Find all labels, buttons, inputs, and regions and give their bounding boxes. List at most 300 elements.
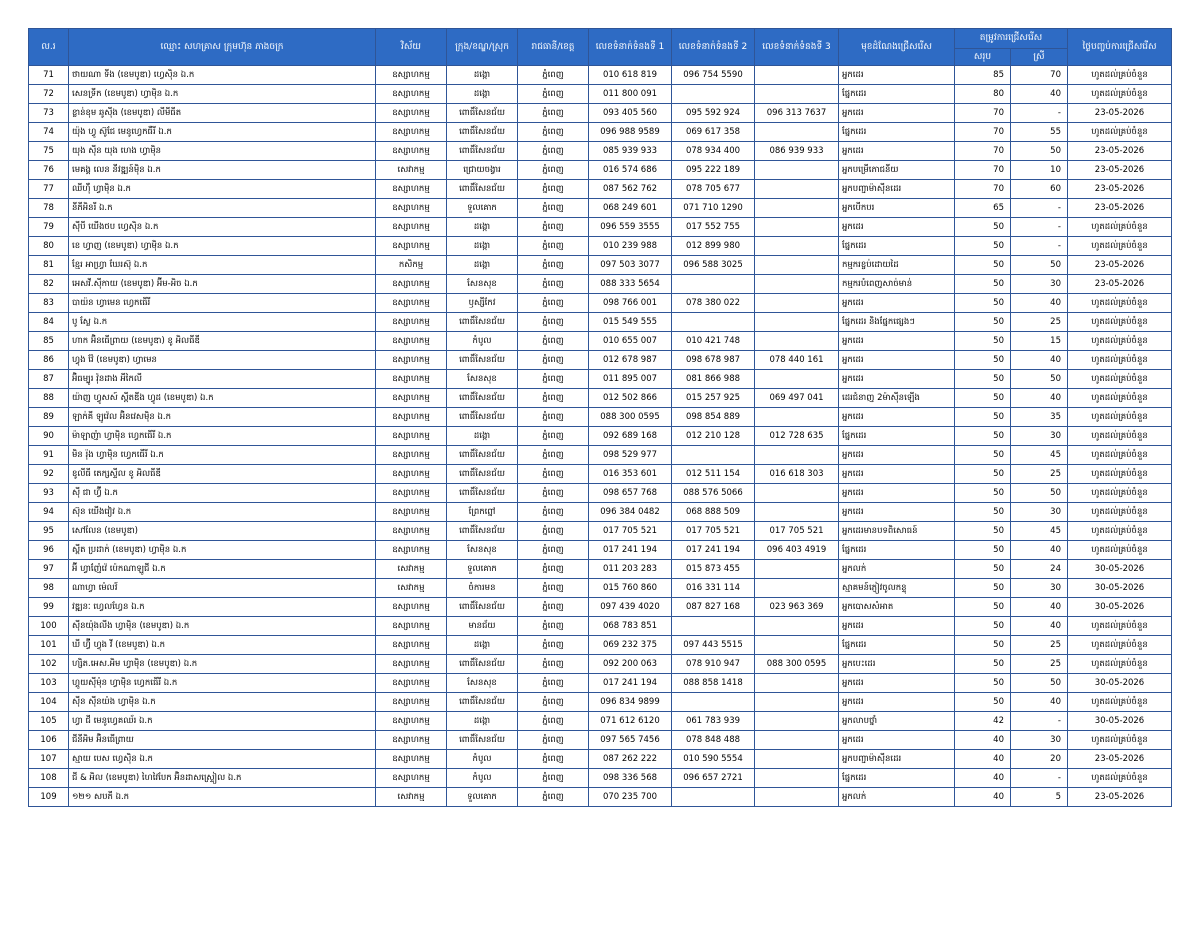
- cell-position: អ្នកបេះដេរ: [839, 655, 955, 674]
- cell-position: ផ្នែកដេរ: [839, 636, 955, 655]
- cell-phone3: [755, 769, 839, 788]
- cell-phone3: [755, 123, 839, 142]
- cell-phone3: [755, 237, 839, 256]
- cell-phone2: [672, 313, 755, 332]
- cell-province: ភ្នំពេញ: [518, 750, 589, 769]
- cell-phone2: 012 210 128: [672, 427, 755, 446]
- cell-no: 84: [29, 313, 69, 332]
- cell-company: ខ្មែរ អាហ្វ្រា ឃែរស៊ុ ឯ.ក: [69, 256, 376, 275]
- cell-position: អ្នកដេរ: [839, 465, 955, 484]
- cell-province: ភ្នំពេញ: [518, 769, 589, 788]
- cell-total: 70: [955, 180, 1011, 199]
- table-row: [29, 465, 1172, 484]
- cell-total: 70: [955, 142, 1011, 161]
- table-row: [29, 237, 1172, 256]
- table-header: [29, 29, 1172, 66]
- cell-province: ភ្នំពេញ: [518, 294, 589, 313]
- cell-phone2: 016 331 114: [672, 579, 755, 598]
- cell-female: 55: [1011, 123, 1068, 142]
- cell-sector: ឧស្សាហកម្ម: [376, 541, 447, 560]
- cell-phone1: 087 262 222: [589, 750, 672, 769]
- cell-female: 45: [1011, 522, 1068, 541]
- cell-district: កំបូល: [447, 769, 518, 788]
- cell-company: បាយ៉ន ហ្វាមេន ហ្វេកធើរី: [69, 294, 376, 313]
- cell-position: អ្នកដេរ: [839, 731, 955, 750]
- cell-company: វឌ្ឍនៈ ហ្វេលហ្វែន ឯ.ក: [69, 598, 376, 617]
- cell-phone3: [755, 750, 839, 769]
- cell-total: 50: [955, 655, 1011, 674]
- cell-district: មានជ័យ: [447, 617, 518, 636]
- cell-phone2: 095 592 924: [672, 104, 755, 123]
- cell-deadline: 30-05-2026: [1068, 579, 1172, 598]
- table-row: [29, 123, 1172, 142]
- cell-deadline: ហូតដល់គ្រប់ចំនួន: [1068, 123, 1172, 142]
- cell-no: 72: [29, 85, 69, 104]
- cell-district: សែនសុខ: [447, 674, 518, 693]
- cell-phone3: [755, 66, 839, 85]
- cell-province: ភ្នំពេញ: [518, 522, 589, 541]
- cell-phone2: 096 588 3025: [672, 256, 755, 275]
- cell-district: សែនសុខ: [447, 541, 518, 560]
- cell-deadline: ហូតដល់គ្រប់ចំនួន: [1068, 446, 1172, 465]
- cell-total: 50: [955, 693, 1011, 712]
- cell-sector: សេវាកម្ម: [376, 579, 447, 598]
- cell-female: 40: [1011, 541, 1068, 560]
- cell-position: អ្នកដេរ: [839, 446, 955, 465]
- cell-position: ផ្នែកដេរ និងផ្នែកផ្សេងៗ: [839, 313, 955, 332]
- cell-phone2: 078 848 488: [672, 731, 755, 750]
- cell-district: កំបូល: [447, 332, 518, 351]
- table-row: [29, 370, 1172, 389]
- cell-district: ដង្កោ: [447, 256, 518, 275]
- cell-company: ១២១ សបភី ឯ.ក: [69, 788, 376, 807]
- cell-company: អេសវី.ស៊ីកាយ (ខេមបូឌា) អ៊ីម-អិច ឯ.ក: [69, 275, 376, 294]
- cell-deadline: ហូតដល់គ្រប់ចំនួន: [1068, 484, 1172, 503]
- cell-sector: សេវាកម្ម: [376, 560, 447, 579]
- cell-phone1: 069 232 375: [589, 636, 672, 655]
- cell-female: 40: [1011, 693, 1068, 712]
- cell-position: អ្នកបើកបរ: [839, 199, 955, 218]
- cell-phone1: 011 895 007: [589, 370, 672, 389]
- cell-phone3: [755, 712, 839, 731]
- cell-sector: ឧស្សាហកម្ម: [376, 503, 447, 522]
- cell-district: ទួលគោក: [447, 788, 518, 807]
- cell-province: ភ្នំពេញ: [518, 66, 589, 85]
- cell-phone2: 017 241 194: [672, 541, 755, 560]
- cell-position: អ្នកដេរ: [839, 218, 955, 237]
- cell-phone1: 097 565 7456: [589, 731, 672, 750]
- cell-position: កម្មករខ្ចប់ដោយដៃ: [839, 256, 955, 275]
- cell-phone3: 016 618 303: [755, 465, 839, 484]
- cell-company: ស៊ុន យើងវៀវ ឯ.ក: [69, 503, 376, 522]
- cell-no: 101: [29, 636, 69, 655]
- cell-female: -: [1011, 712, 1068, 731]
- cell-position: អ្នកបញ្ជាម៉ាស៊ីនដេរ: [839, 750, 955, 769]
- table-row: [29, 66, 1172, 85]
- cell-phone2: 069 617 358: [672, 123, 755, 142]
- cell-total: 50: [955, 522, 1011, 541]
- cell-deadline: 30-05-2026: [1068, 712, 1172, 731]
- cell-phone2: 012 511 154: [672, 465, 755, 484]
- cell-no: 93: [29, 484, 69, 503]
- cell-female: 30: [1011, 731, 1068, 750]
- cell-deadline: ហូតដល់គ្រប់ចំនួន: [1068, 636, 1172, 655]
- header-female: ស្រី: [1011, 49, 1068, 66]
- header-phone1: លេខទំនាក់ទំនងទី 1: [589, 29, 672, 66]
- cell-no: 92: [29, 465, 69, 484]
- cell-female: 25: [1011, 636, 1068, 655]
- cell-phone1: 068 249 601: [589, 199, 672, 218]
- cell-phone3: 069 497 041: [755, 389, 839, 408]
- cell-no: 105: [29, 712, 69, 731]
- cell-sector: ឧស្សាហកម្ម: [376, 408, 447, 427]
- cell-sector: ឧស្សាហកម្ម: [376, 104, 447, 123]
- cell-phone3: [755, 408, 839, 427]
- cell-female: 30: [1011, 503, 1068, 522]
- cell-province: ភ្នំពេញ: [518, 427, 589, 446]
- cell-deadline: ហូតដល់គ្រប់ចំនួន: [1068, 541, 1172, 560]
- cell-total: 50: [955, 218, 1011, 237]
- cell-phone1: 010 618 819: [589, 66, 672, 85]
- cell-position: អ្នកដេរ: [839, 142, 955, 161]
- cell-company: បូ ស្លែ ឯ.ក: [69, 313, 376, 332]
- cell-phone2: 078 910 947: [672, 655, 755, 674]
- cell-phone1: 098 529 977: [589, 446, 672, 465]
- table-row: [29, 750, 1172, 769]
- cell-district: ពោធិ៍សែនជ័យ: [447, 731, 518, 750]
- table-row: [29, 256, 1172, 275]
- cell-district: ដង្កោ: [447, 218, 518, 237]
- table-row: [29, 351, 1172, 370]
- cell-female: -: [1011, 104, 1068, 123]
- cell-position: អ្នកដេរ: [839, 370, 955, 389]
- cell-phone1: 011 800 091: [589, 85, 672, 104]
- cell-sector: ឧស្សាហកម្ម: [376, 446, 447, 465]
- cell-sector: ឧស្សាហកម្ម: [376, 351, 447, 370]
- cell-district: ពោធិ៍សែនជ័យ: [447, 446, 518, 465]
- cell-phone1: 096 988 9589: [589, 123, 672, 142]
- cell-province: ភ្នំពេញ: [518, 389, 589, 408]
- cell-female: 25: [1011, 313, 1068, 332]
- cell-phone1: 017 705 521: [589, 522, 672, 541]
- cell-sector: ឧស្សាហកម្ម: [376, 522, 447, 541]
- cell-phone3: [755, 617, 839, 636]
- cell-company: ហ្វុង វ៉ែ (ខេមបូឌា) ហ្វាមេន: [69, 351, 376, 370]
- cell-total: 65: [955, 199, 1011, 218]
- table-body: [29, 66, 1172, 807]
- cell-position: អ្នកដេរ: [839, 674, 955, 693]
- cell-province: ភ្នំពេញ: [518, 218, 589, 237]
- cell-company: ឈីហ៊ឺ ហ្វាម៉ិន ឯ.ក: [69, 180, 376, 199]
- cell-deadline: 23-05-2026: [1068, 275, 1172, 294]
- cell-position: អ្នកបញ្ជាម៉ាស៊ីនដេរ: [839, 180, 955, 199]
- cell-phone1: 085 939 933: [589, 142, 672, 161]
- cell-deadline: ហូតដល់គ្រប់ចំនួន: [1068, 522, 1172, 541]
- cell-district: ពោធិ៍សែនជ័យ: [447, 104, 518, 123]
- cell-phone2: 012 899 980: [672, 237, 755, 256]
- cell-total: 40: [955, 788, 1011, 807]
- cell-phone3: [755, 199, 839, 218]
- cell-deadline: ហូតដល់គ្រប់ចំនួន: [1068, 408, 1172, 427]
- cell-phone3: [755, 256, 839, 275]
- cell-total: 50: [955, 313, 1011, 332]
- cell-position: អ្នកលក់: [839, 560, 955, 579]
- cell-sector: ឧស្សាហកម្ម: [376, 674, 447, 693]
- cell-no: 106: [29, 731, 69, 750]
- cell-no: 76: [29, 161, 69, 180]
- cell-deadline: ហូតដល់គ្រប់ចំនួន: [1068, 617, 1172, 636]
- header-no: ល.រ: [29, 29, 69, 66]
- cell-total: 80: [955, 85, 1011, 104]
- cell-sector: ឧស្សាហកម្ម: [376, 332, 447, 351]
- cell-phone1: 017 241 194: [589, 674, 672, 693]
- cell-province: ភ្នំពេញ: [518, 370, 589, 389]
- cell-no: 75: [29, 142, 69, 161]
- header-deadline: ថ្ងៃបញ្ចប់ការជ្រើសរើស: [1068, 29, 1172, 66]
- cell-phone3: [755, 370, 839, 389]
- cell-company: ស្ពីត ប្រដាក់ (ខេមបូឌា) ហ្វាម៉ិន ឯ.ក: [69, 541, 376, 560]
- cell-no: 71: [29, 66, 69, 85]
- cell-district: ពោធិ៍សែនជ័យ: [447, 180, 518, 199]
- cell-position: អ្នកដេរ: [839, 66, 955, 85]
- cell-no: 78: [29, 199, 69, 218]
- cell-deadline: ហូតដល់គ្រប់ចំនួន: [1068, 693, 1172, 712]
- cell-province: ភ្នំពេញ: [518, 788, 589, 807]
- cell-phone1: 096 834 9899: [589, 693, 672, 712]
- header-sector: វិស័យ: [376, 29, 447, 66]
- cell-phone3: [755, 218, 839, 237]
- cell-total: 50: [955, 503, 1011, 522]
- cell-phone3: [755, 332, 839, 351]
- cell-sector: ឧស្សាហកម្ម: [376, 617, 447, 636]
- cell-company: ខ្លាន់ខុម ឆូស៊ីង (ខេមបូឌា) លីមីធីត: [69, 104, 376, 123]
- cell-female: -: [1011, 769, 1068, 788]
- cell-female: 40: [1011, 617, 1068, 636]
- cell-position: អ្នកដេរ: [839, 294, 955, 313]
- cell-no: 85: [29, 332, 69, 351]
- cell-sector: កសិកម្ម: [376, 256, 447, 275]
- cell-deadline: ហូតដល់គ្រប់ចំនួន: [1068, 351, 1172, 370]
- cell-phone3: [755, 85, 839, 104]
- cell-company: នីភីអិនរី ឯ.ក: [69, 199, 376, 218]
- cell-no: 77: [29, 180, 69, 199]
- cell-phone3: 078 440 161: [755, 351, 839, 370]
- table-row: [29, 275, 1172, 294]
- cell-total: 50: [955, 560, 1011, 579]
- cell-female: 40: [1011, 598, 1068, 617]
- cell-deadline: ហូតដល់គ្រប់ចំនួន: [1068, 66, 1172, 85]
- cell-district: ជ្រោយចង្វារ: [447, 161, 518, 180]
- cell-company: អ៊ិធម្បូរ វ៉ុនដាង អីកៃលី: [69, 370, 376, 389]
- cell-company: ហ្សិត.អេស.អិម ហ្វាម៉ិន (ខេមបូឌា) ឯ.ក: [69, 655, 376, 674]
- cell-province: ភ្នំពេញ: [518, 123, 589, 142]
- cell-no: 99: [29, 598, 69, 617]
- header-phone2: លេខទំនាក់ទំនងទី 2: [672, 29, 755, 66]
- table-row: [29, 408, 1172, 427]
- cell-female: -: [1011, 199, 1068, 218]
- cell-sector: ឧស្សាហកម្ម: [376, 275, 447, 294]
- cell-phone1: 068 783 851: [589, 617, 672, 636]
- table-row: [29, 788, 1172, 807]
- cell-province: ភ្នំពេញ: [518, 142, 589, 161]
- cell-no: 87: [29, 370, 69, 389]
- cell-deadline: ហូតដល់គ្រប់ចំនួន: [1068, 332, 1172, 351]
- cell-deadline: 23-05-2026: [1068, 199, 1172, 218]
- cell-phone1: 097 503 3077: [589, 256, 672, 275]
- cell-position: ស្មាគមន៍ភ្ញៀវចូលកន្ទុ: [839, 579, 955, 598]
- cell-total: 40: [955, 731, 1011, 750]
- table-row: [29, 503, 1172, 522]
- cell-company: ខូលីធី តេក្សស្ទីល ខូ អិលធីឌី: [69, 465, 376, 484]
- cell-company: ហ្គូយស៊ីម៉ុន ហ្វាម៉ិន ហ្វេកធើរី ឯ.ក: [69, 674, 376, 693]
- cell-phone2: 078 380 022: [672, 294, 755, 313]
- cell-phone3: 012 728 635: [755, 427, 839, 446]
- cell-female: 50: [1011, 142, 1068, 161]
- cell-phone1: 096 384 0482: [589, 503, 672, 522]
- cell-no: 82: [29, 275, 69, 294]
- table-row: [29, 541, 1172, 560]
- cell-company: យ៉ាញ ហ្វូសស៍ ស្ពីតឌីង ហ្វូដ (ខេមបូឌា) ឯ.ក: [69, 389, 376, 408]
- table-row: [29, 522, 1172, 541]
- cell-phone3: [755, 294, 839, 313]
- cell-company: សេនទ្រីក (ខេមបូឌា) ហ្វាម៉ិន ឯ.ក: [69, 85, 376, 104]
- cell-no: 79: [29, 218, 69, 237]
- cell-sector: ឧស្សាហកម្ម: [376, 389, 447, 408]
- cell-company: មេគង្គ លេន នីវឌ្ឍន៍ម៉ិន ឯ.ក: [69, 161, 376, 180]
- cell-sector: ឧស្សាហកម្ម: [376, 598, 447, 617]
- cell-phone1: 010 655 007: [589, 332, 672, 351]
- cell-position: អ្នកដេរ: [839, 484, 955, 503]
- cell-total: 50: [955, 256, 1011, 275]
- cell-position: អ្នកដេរ: [839, 408, 955, 427]
- cell-sector: ឧស្សាហកម្ម: [376, 313, 447, 332]
- table-row: [29, 104, 1172, 123]
- cell-province: ភ្នំពេញ: [518, 256, 589, 275]
- cell-sector: ឧស្សាហកម្ម: [376, 465, 447, 484]
- cell-province: ភ្នំពេញ: [518, 313, 589, 332]
- cell-deadline: 23-05-2026: [1068, 788, 1172, 807]
- cell-phone1: 098 766 001: [589, 294, 672, 313]
- cell-no: 94: [29, 503, 69, 522]
- table-row: [29, 693, 1172, 712]
- cell-phone1: 010 239 988: [589, 237, 672, 256]
- cell-phone3: [755, 180, 839, 199]
- cell-district: ឫស្សីកែវ: [447, 294, 518, 313]
- cell-district: ពោធិ៍សែនជ័យ: [447, 351, 518, 370]
- cell-deadline: 23-05-2026: [1068, 750, 1172, 769]
- table-row: [29, 332, 1172, 351]
- cell-province: ភ្នំពេញ: [518, 180, 589, 199]
- cell-phone2: [672, 446, 755, 465]
- cell-phone2: 096 657 2721: [672, 769, 755, 788]
- cell-total: 50: [955, 446, 1011, 465]
- cell-deadline: 30-05-2026: [1068, 598, 1172, 617]
- cell-no: 74: [29, 123, 69, 142]
- cell-phone1: 098 657 768: [589, 484, 672, 503]
- cell-total: 50: [955, 579, 1011, 598]
- cell-phone2: [672, 275, 755, 294]
- cell-sector: ឧស្សាហកម្ម: [376, 142, 447, 161]
- cell-position: ផ្នែកដេរ: [839, 427, 955, 446]
- cell-province: ភ្នំពេញ: [518, 731, 589, 750]
- cell-phone1: 092 689 168: [589, 427, 672, 446]
- cell-female: -: [1011, 218, 1068, 237]
- cell-district: ដង្កោ: [447, 66, 518, 85]
- cell-sector: សេវាកម្ម: [376, 788, 447, 807]
- cell-province: ភ្នំពេញ: [518, 465, 589, 484]
- table-row: [29, 427, 1172, 446]
- cell-female: 30: [1011, 275, 1068, 294]
- cell-company: ណាហ្វា ម៉េលវ៍: [69, 579, 376, 598]
- cell-phone3: [755, 636, 839, 655]
- cell-no: 96: [29, 541, 69, 560]
- cell-phone2: 088 576 5066: [672, 484, 755, 503]
- cell-province: ភ្នំពេញ: [518, 655, 589, 674]
- cell-sector: ឧស្សាហកម្ម: [376, 66, 447, 85]
- cell-deadline: 30-05-2026: [1068, 674, 1172, 693]
- cell-company: ថាយណា ទីង (ខេមបូឌា) ហ្វេស៊ិន ឯ.ក: [69, 66, 376, 85]
- cell-phone1: 093 405 560: [589, 104, 672, 123]
- cell-company: មិន រ៉ុង ហ្វាម៉ិន ហ្វេកធើរី ឯ.ក: [69, 446, 376, 465]
- cell-company: ជី & អិល (ខេមបូឌា) ហៃវៃបែក អ៊ិនដាសស្ទ្រៀល ឯ.ក: [69, 769, 376, 788]
- header-position: មុខដំណែងជ្រើសរើស: [839, 29, 955, 66]
- cell-phone1: 098 336 568: [589, 769, 672, 788]
- cell-total: 40: [955, 750, 1011, 769]
- cell-deadline: ហូតដល់គ្រប់ចំនួន: [1068, 294, 1172, 313]
- cell-total: 50: [955, 389, 1011, 408]
- cell-no: 89: [29, 408, 69, 427]
- cell-phone3: [755, 579, 839, 598]
- cell-deadline: ហូតដល់គ្រប់ចំនួន: [1068, 427, 1172, 446]
- cell-sector: ឧស្សាហកម្ម: [376, 769, 447, 788]
- cell-sector: ឧស្សាហកម្ម: [376, 85, 447, 104]
- cell-total: 50: [955, 674, 1011, 693]
- cell-phone1: 087 562 762: [589, 180, 672, 199]
- cell-female: 5: [1011, 788, 1068, 807]
- cell-phone3: [755, 674, 839, 693]
- cell-phone3: 023 963 369: [755, 598, 839, 617]
- cell-district: ពោធិ៍សែនជ័យ: [447, 123, 518, 142]
- table-row: [29, 446, 1172, 465]
- table-row: [29, 484, 1172, 503]
- cell-position: ផ្នែកដេរ: [839, 123, 955, 142]
- cell-deadline: ហូតដល់គ្រប់ចំនួន: [1068, 503, 1172, 522]
- header-district: ក្រុង/ខណ្ឌ/ស្រុក: [447, 29, 518, 66]
- cell-company: ជីនីអិម អ៊ិនធើព្រាយ: [69, 731, 376, 750]
- cell-company: ស៊ី ជា ហ្វ៊ី ឯ.ក: [69, 484, 376, 503]
- cell-female: 50: [1011, 256, 1068, 275]
- cell-district: ទួលគោក: [447, 199, 518, 218]
- cell-province: ភ្នំពេញ: [518, 104, 589, 123]
- cell-position: អ្នកលាបថ្នាំ: [839, 712, 955, 731]
- cell-sector: ឧស្សាហកម្ម: [376, 655, 447, 674]
- table-row: [29, 655, 1172, 674]
- cell-sector: ឧស្សាហកម្ម: [376, 237, 447, 256]
- table-row: [29, 731, 1172, 750]
- cell-total: 50: [955, 370, 1011, 389]
- cell-district: ពោធិ៍សែនជ័យ: [447, 142, 518, 161]
- cell-phone3: 088 300 0595: [755, 655, 839, 674]
- cell-phone2: 097 443 5515: [672, 636, 755, 655]
- cell-no: 102: [29, 655, 69, 674]
- cell-female: -: [1011, 237, 1068, 256]
- cell-deadline: 23-05-2026: [1068, 256, 1172, 275]
- cell-deadline: ហូតដល់គ្រប់ចំនួន: [1068, 313, 1172, 332]
- cell-position: អ្នកដេរ: [839, 104, 955, 123]
- table-row: [29, 199, 1172, 218]
- cell-total: 50: [955, 617, 1011, 636]
- cell-total: 50: [955, 484, 1011, 503]
